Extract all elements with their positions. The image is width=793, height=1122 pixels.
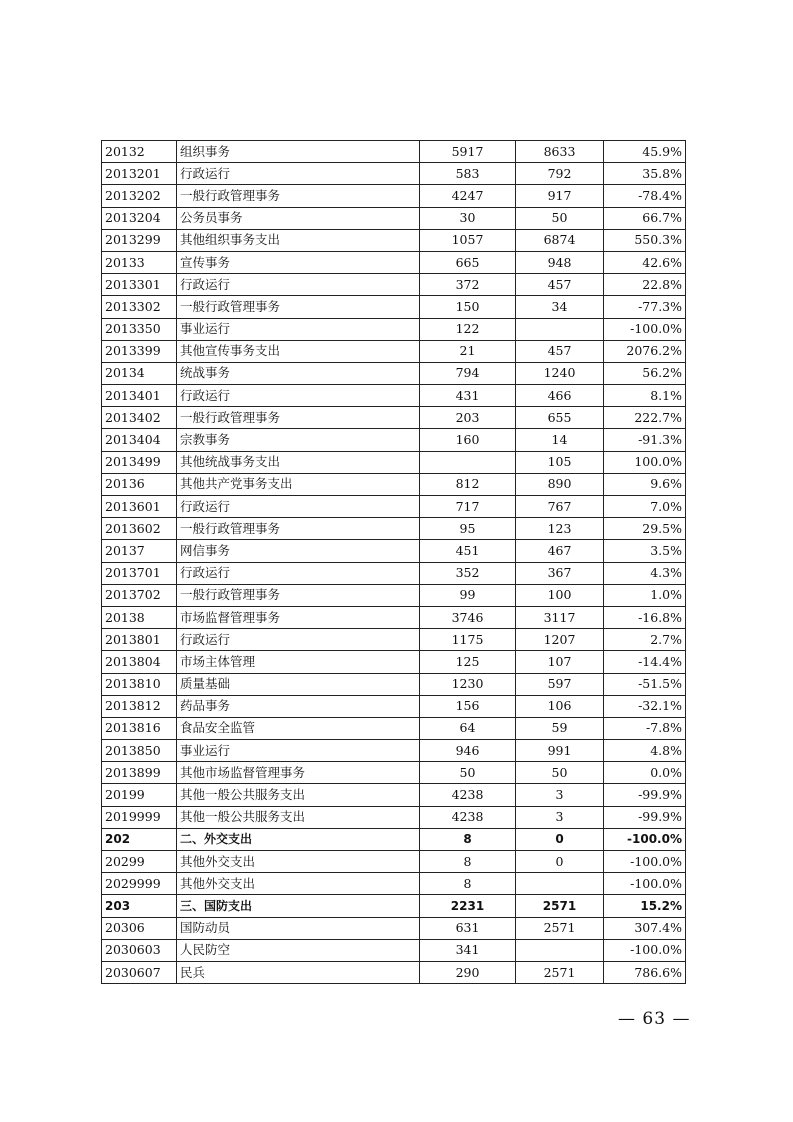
cell-name: 市场主体管理 [177, 651, 420, 673]
cell-value-1: 30 [420, 207, 516, 229]
cell-percent: -99.9% [604, 784, 686, 806]
cell-value-2: 917 [516, 185, 604, 207]
table-row [102, 518, 686, 540]
cell-percent: 4.8% [604, 740, 686, 762]
cell-percent: 550.3% [604, 229, 686, 251]
cell-code: 2013402 [102, 407, 177, 429]
cell-percent: 4.3% [604, 562, 686, 584]
cell-percent: -78.4% [604, 185, 686, 207]
cell-code: 20306 [102, 917, 177, 939]
cell-value-2: 50 [516, 207, 604, 229]
table-row [102, 651, 686, 673]
cell-name: 市场监督管理事务 [177, 606, 420, 628]
cell-value-1: 717 [420, 496, 516, 518]
cell-value-2: 467 [516, 540, 604, 562]
cell-name: 食品安全监管 [177, 717, 420, 739]
cell-value-1: 4238 [420, 784, 516, 806]
cell-name: 其他共产党事务支出 [177, 473, 420, 495]
cell-code: 2013701 [102, 562, 177, 584]
cell-code: 2013301 [102, 274, 177, 296]
cell-name: 其他外交支出 [177, 851, 420, 873]
table-row [102, 185, 686, 207]
cell-value-1: 5917 [420, 141, 516, 163]
cell-value-2: 8633 [516, 141, 604, 163]
table-row [102, 873, 686, 895]
table-row [102, 740, 686, 762]
cell-value-1: 8 [420, 873, 516, 895]
cell-percent: 786.6% [604, 961, 686, 983]
cell-value-2: 100 [516, 584, 604, 606]
table-row [102, 318, 686, 340]
cell-value-2 [516, 939, 604, 961]
cell-name: 事业运行 [177, 318, 420, 340]
cell-name: 宗教事务 [177, 429, 420, 451]
cell-percent: 66.7% [604, 207, 686, 229]
cell-percent: 42.6% [604, 251, 686, 273]
cell-value-2: 2571 [516, 917, 604, 939]
cell-percent: 35.8% [604, 163, 686, 185]
cell-code: 20299 [102, 851, 177, 873]
cell-percent: 307.4% [604, 917, 686, 939]
cell-value-1: 290 [420, 961, 516, 983]
cell-name: 网信事务 [177, 540, 420, 562]
cell-value-1: 665 [420, 251, 516, 273]
table-row [102, 917, 686, 939]
cell-value-1: 125 [420, 651, 516, 673]
cell-code: 2013801 [102, 629, 177, 651]
cell-value-2: 457 [516, 340, 604, 362]
cell-code: 2013816 [102, 717, 177, 739]
cell-value-2: 2571 [516, 961, 604, 983]
cell-name: 其他宣传事务支出 [177, 340, 420, 362]
cell-name: 一般行政管理事务 [177, 518, 420, 540]
table-row [102, 606, 686, 628]
cell-value-2: 14 [516, 429, 604, 451]
cell-percent: 2076.2% [604, 340, 686, 362]
cell-name: 其他一般公共服务支出 [177, 784, 420, 806]
cell-name: 其他外交支出 [177, 873, 420, 895]
cell-percent: -100.0% [604, 851, 686, 873]
cell-percent: -32.1% [604, 695, 686, 717]
cell-value-2: 105 [516, 451, 604, 473]
cell-code: 2013299 [102, 229, 177, 251]
table-row [102, 584, 686, 606]
cell-value-2: 948 [516, 251, 604, 273]
cell-value-1: 122 [420, 318, 516, 340]
table-row [102, 695, 686, 717]
table-row [102, 362, 686, 384]
cell-name: 宣传事务 [177, 251, 420, 273]
cell-name: 民兵 [177, 961, 420, 983]
cell-value-1: 352 [420, 562, 516, 584]
cell-value-2: 3 [516, 806, 604, 828]
cell-code: 2013204 [102, 207, 177, 229]
table-row [102, 429, 686, 451]
cell-code: 203 [102, 895, 177, 917]
cell-percent: -51.5% [604, 673, 686, 695]
cell-code: 2013499 [102, 451, 177, 473]
cell-value-2: 1240 [516, 362, 604, 384]
cell-percent: 56.2% [604, 362, 686, 384]
cell-code: 20136 [102, 473, 177, 495]
cell-percent: 29.5% [604, 518, 686, 540]
cell-code: 2013804 [102, 651, 177, 673]
cell-value-2: 59 [516, 717, 604, 739]
cell-value-2: 991 [516, 740, 604, 762]
cell-name: 统战事务 [177, 362, 420, 384]
cell-value-1: 50 [420, 762, 516, 784]
cell-value-1: 4247 [420, 185, 516, 207]
cell-value-2: 597 [516, 673, 604, 695]
cell-value-2: 466 [516, 385, 604, 407]
table-row [102, 562, 686, 584]
cell-value-2: 890 [516, 473, 604, 495]
cell-value-1: 341 [420, 939, 516, 961]
table-row [102, 496, 686, 518]
cell-value-1: 156 [420, 695, 516, 717]
table-row [102, 451, 686, 473]
cell-percent: -100.0% [604, 939, 686, 961]
cell-value-1: 203 [420, 407, 516, 429]
cell-value-1: 372 [420, 274, 516, 296]
cell-value-1: 8 [420, 828, 516, 850]
cell-percent: -7.8% [604, 717, 686, 739]
cell-value-1: 99 [420, 584, 516, 606]
cell-code: 2013850 [102, 740, 177, 762]
cell-percent: -91.3% [604, 429, 686, 451]
cell-code: 2030603 [102, 939, 177, 961]
cell-value-2: 792 [516, 163, 604, 185]
table-row [102, 828, 686, 850]
cell-percent: -100.0% [604, 828, 686, 850]
cell-code: 2013602 [102, 518, 177, 540]
cell-code: 2013899 [102, 762, 177, 784]
cell-value-2: 6874 [516, 229, 604, 251]
cell-value-1: 4238 [420, 806, 516, 828]
cell-value-1 [420, 451, 516, 473]
cell-name: 国防动员 [177, 917, 420, 939]
table-row [102, 274, 686, 296]
budget-table-body [102, 141, 686, 984]
cell-code: 2013702 [102, 584, 177, 606]
cell-percent: 3.5% [604, 540, 686, 562]
table-row [102, 163, 686, 185]
cell-value-1: 812 [420, 473, 516, 495]
cell-code: 20199 [102, 784, 177, 806]
cell-percent: 8.1% [604, 385, 686, 407]
cell-value-1: 2231 [420, 895, 516, 917]
cell-value-1: 946 [420, 740, 516, 762]
table-row [102, 251, 686, 273]
table-row [102, 540, 686, 562]
cell-name: 质量基础 [177, 673, 420, 695]
cell-code: 2030607 [102, 961, 177, 983]
cell-value-1: 160 [420, 429, 516, 451]
cell-value-1: 1057 [420, 229, 516, 251]
cell-code: 2013404 [102, 429, 177, 451]
cell-code: 2013399 [102, 340, 177, 362]
cell-percent: 15.2% [604, 895, 686, 917]
cell-code: 2013812 [102, 695, 177, 717]
cell-value-1: 64 [420, 717, 516, 739]
cell-name: 药品事务 [177, 695, 420, 717]
cell-value-1: 21 [420, 340, 516, 362]
cell-value-2: 0 [516, 851, 604, 873]
table-row [102, 673, 686, 695]
cell-name: 其他组织事务支出 [177, 229, 420, 251]
cell-value-2: 3117 [516, 606, 604, 628]
cell-value-1: 150 [420, 296, 516, 318]
cell-value-1: 1230 [420, 673, 516, 695]
cell-code: 2029999 [102, 873, 177, 895]
table-row [102, 717, 686, 739]
cell-code: 2013202 [102, 185, 177, 207]
cell-value-1: 631 [420, 917, 516, 939]
cell-value-1: 95 [420, 518, 516, 540]
cell-percent: -100.0% [604, 873, 686, 895]
cell-code: 2013201 [102, 163, 177, 185]
cell-value-1: 1175 [420, 629, 516, 651]
cell-name: 组织事务 [177, 141, 420, 163]
cell-code: 20133 [102, 251, 177, 273]
budget-table [101, 140, 686, 984]
table-row [102, 939, 686, 961]
cell-value-1: 451 [420, 540, 516, 562]
table-row [102, 851, 686, 873]
cell-percent: 7.0% [604, 496, 686, 518]
table-row [102, 385, 686, 407]
cell-value-2: 0 [516, 828, 604, 850]
cell-percent: -16.8% [604, 606, 686, 628]
cell-value-2: 767 [516, 496, 604, 518]
cell-name: 其他市场监督管理事务 [177, 762, 420, 784]
cell-percent: 9.6% [604, 473, 686, 495]
cell-name: 行政运行 [177, 163, 420, 185]
cell-percent: 222.7% [604, 407, 686, 429]
cell-code: 20134 [102, 362, 177, 384]
cell-name: 二、外交支出 [177, 828, 420, 850]
cell-percent: 1.0% [604, 584, 686, 606]
cell-name: 公务员事务 [177, 207, 420, 229]
cell-percent: 45.9% [604, 141, 686, 163]
cell-percent: -99.9% [604, 806, 686, 828]
cell-percent: -77.3% [604, 296, 686, 318]
table-row [102, 207, 686, 229]
cell-percent: 0.0% [604, 762, 686, 784]
cell-value-2 [516, 873, 604, 895]
cell-name: 一般行政管理事务 [177, 296, 420, 318]
cell-name: 其他一般公共服务支出 [177, 806, 420, 828]
cell-code: 2019999 [102, 806, 177, 828]
cell-value-1: 3746 [420, 606, 516, 628]
cell-percent: 22.8% [604, 274, 686, 296]
cell-code: 2013810 [102, 673, 177, 695]
table-row [102, 229, 686, 251]
table-row [102, 784, 686, 806]
table-row [102, 806, 686, 828]
table-row [102, 629, 686, 651]
cell-code: 2013302 [102, 296, 177, 318]
cell-name: 一般行政管理事务 [177, 185, 420, 207]
cell-value-2: 50 [516, 762, 604, 784]
table-row [102, 762, 686, 784]
cell-name: 人民防空 [177, 939, 420, 961]
cell-value-2: 34 [516, 296, 604, 318]
cell-value-2: 1207 [516, 629, 604, 651]
cell-value-1: 431 [420, 385, 516, 407]
cell-value-2: 107 [516, 651, 604, 673]
cell-name: 事业运行 [177, 740, 420, 762]
cell-value-2: 106 [516, 695, 604, 717]
cell-code: 2013601 [102, 496, 177, 518]
page-number: — 63 — [618, 1009, 691, 1029]
table-row [102, 895, 686, 917]
cell-code: 20132 [102, 141, 177, 163]
cell-value-2: 655 [516, 407, 604, 429]
cell-code: 20137 [102, 540, 177, 562]
cell-value-2 [516, 318, 604, 340]
cell-value-2: 2571 [516, 895, 604, 917]
table-row [102, 473, 686, 495]
cell-name: 行政运行 [177, 496, 420, 518]
cell-code: 202 [102, 828, 177, 850]
cell-percent: 100.0% [604, 451, 686, 473]
cell-name: 一般行政管理事务 [177, 407, 420, 429]
cell-name: 行政运行 [177, 385, 420, 407]
cell-value-1: 583 [420, 163, 516, 185]
cell-name: 行政运行 [177, 629, 420, 651]
cell-percent: 2.7% [604, 629, 686, 651]
cell-value-2: 123 [516, 518, 604, 540]
cell-value-2: 457 [516, 274, 604, 296]
cell-value-2: 3 [516, 784, 604, 806]
cell-value-2: 367 [516, 562, 604, 584]
cell-name: 其他统战事务支出 [177, 451, 420, 473]
cell-percent: -100.0% [604, 318, 686, 340]
cell-name: 行政运行 [177, 274, 420, 296]
table-row [102, 296, 686, 318]
cell-code: 2013401 [102, 385, 177, 407]
cell-name: 三、国防支出 [177, 895, 420, 917]
cell-value-1: 8 [420, 851, 516, 873]
table-row [102, 407, 686, 429]
table-row [102, 340, 686, 362]
cell-percent: -14.4% [604, 651, 686, 673]
cell-code: 20138 [102, 606, 177, 628]
cell-name: 行政运行 [177, 562, 420, 584]
cell-value-1: 794 [420, 362, 516, 384]
cell-name: 一般行政管理事务 [177, 584, 420, 606]
table-row [102, 141, 686, 163]
table-row [102, 961, 686, 983]
cell-code: 2013350 [102, 318, 177, 340]
